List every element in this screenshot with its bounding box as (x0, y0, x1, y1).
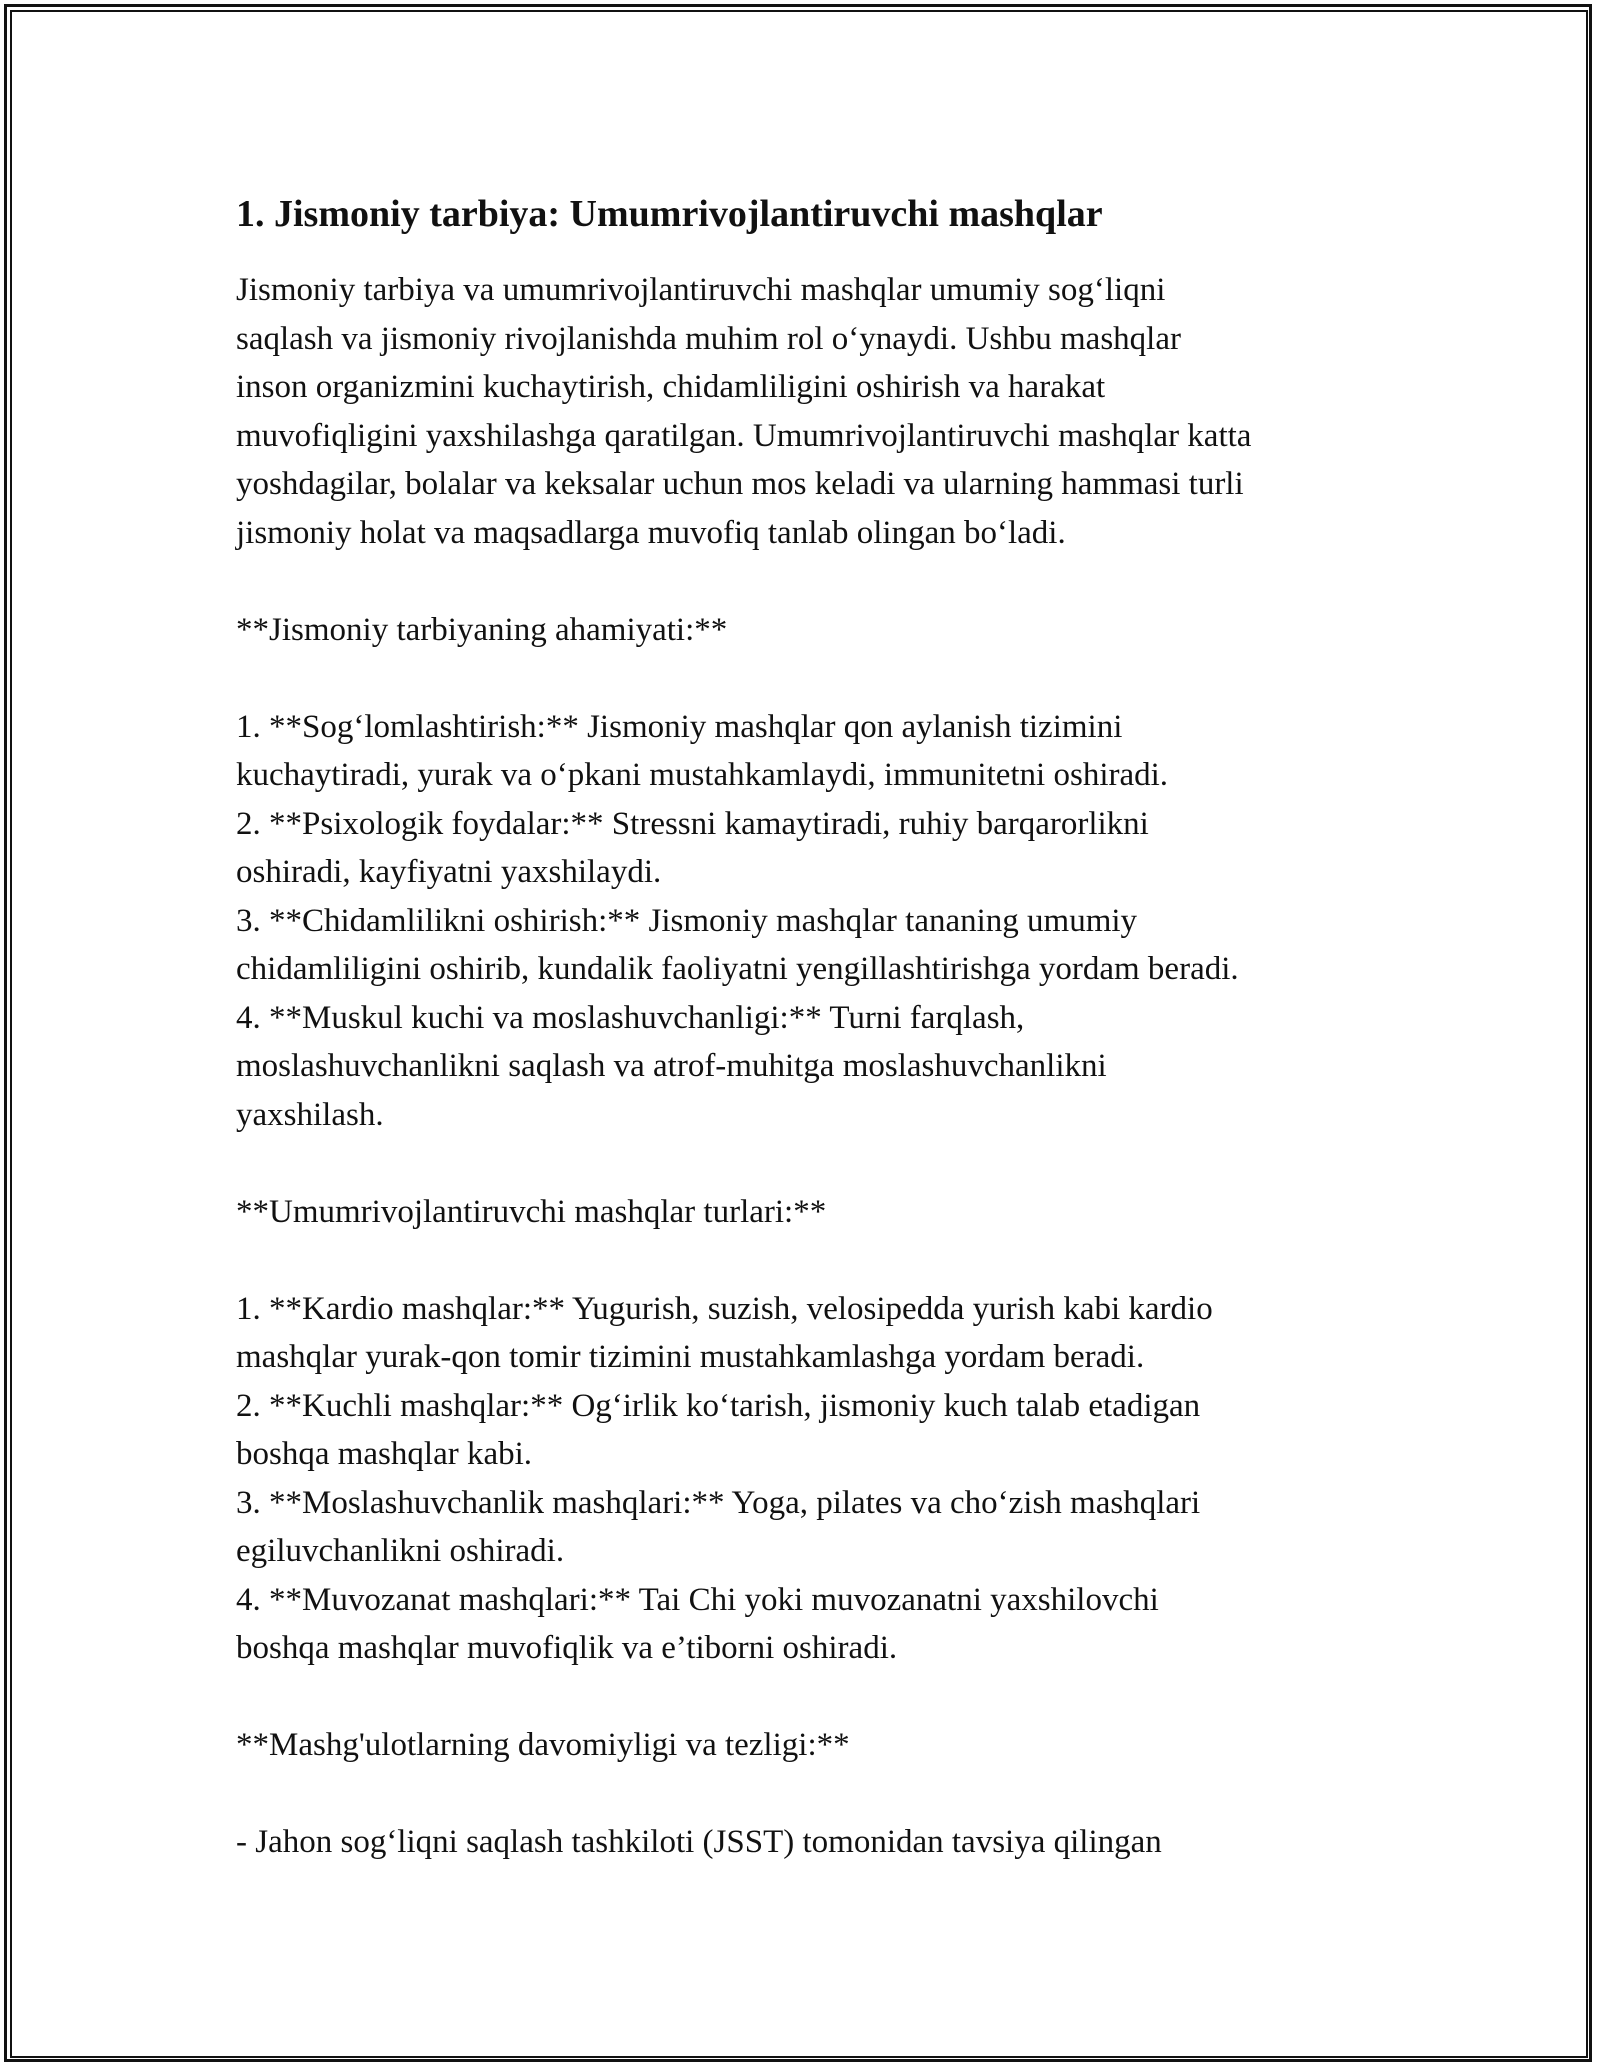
intro-line: inson organizmini kuchaytirish, chidamliligini oshirish va harakat (236, 369, 1106, 405)
document-title: 1. Jismoniy tarbiya: Umumrivojlantiruvchi mashqlar (236, 193, 1103, 235)
importance-list (236, 703, 1396, 1140)
intro-line: jismoniy holat va maqsadlarga muvofiq tanlab olingan bo‘ladi. (236, 514, 1066, 551)
intro-line: Jismoniy tarbiya va umumrivojlantiruvchi mashqlar umumiy sog‘liqni (236, 272, 1166, 308)
list-item-line: boshqa mashqlar muvofiqlik va e’tiborni oshiradi. (236, 1630, 898, 1666)
section-heading-exercise-types: **Umumrivojlantiruvchi mashqlar turlari:** (236, 1193, 827, 1230)
intro-paragraph (236, 266, 1396, 557)
list-item-line: chidamliligini oshirib, kundalik faoliyatni yengillashtirishga yordam beradi. (236, 951, 1239, 987)
list-item-line: 2. **Psixologik foydalar:** Stressni kamaytiradi, ruhiy barqarorlikni (236, 805, 1149, 842)
list-item-line: 3. **Moslashuvchanlik mashqlari:** Yoga, pilates va cho‘zish mashqlari (236, 1484, 1201, 1521)
section-heading-duration: **Mashg'ulotlarning davomiyligi va tezligi:** (236, 1727, 850, 1763)
intro-line: muvofiqligini yaxshilashga qaratilgan. Umumrivojlantiruvchi mashqlar katta (236, 417, 1252, 454)
list-item-line: kuchaytiradi, yurak va o‘pkani mustahkamlaydi, immunitetni oshiradi. (236, 757, 1169, 793)
list-item-line: 1. **Kardio mashqlar:** Yugurish, suzish, velosipedda yurish kabi kardio (236, 1290, 1213, 1327)
list-item-line: 3. **Chidamlilikni oshirish:** Jismoniy mashqlar tananing umumiy (236, 902, 1138, 939)
list-item-line: 4. **Muvozanat mashqlari:** Tai Chi yoki muvozanatni yaxshilovchi (236, 1581, 1159, 1618)
document-page (236, 190, 1396, 1867)
list-item-line: yaxshilash. (236, 1096, 384, 1133)
list-item-line: mashqlar yurak-qon tomir tizimini mustahkamlashga yordam beradi. (236, 1339, 1145, 1375)
list-item-line: oshiradi, kayfiyatni yaxshilaydi. (236, 854, 662, 890)
spacer (236, 1236, 1396, 1285)
list-item-line: 1. **Sog‘lomlashtirish:** Jismoniy mashqlar qon aylanish tizimini (236, 708, 1123, 745)
list-item-line: 2. **Kuchli mashqlar:** Og‘irlik ko‘tarish, jismoniy kuch talab etadigan (236, 1387, 1201, 1424)
spacer (236, 1770, 1396, 1819)
list-item-line: 4. **Muskul kuchi va moslashuvchanligi:** Turni farqlash, (236, 999, 1025, 1036)
spacer (236, 557, 1396, 606)
section-heading-importance: **Jismoniy tarbiyaning ahamiyati:** (236, 611, 728, 648)
list-item-line: boshqa mashqlar kabi. (236, 1436, 533, 1472)
spacer (236, 1673, 1396, 1722)
list-item-line: - Jahon sog‘liqni saqlash tashkiloti (JSST) tomonidan tavsiya qilingan (236, 1824, 1162, 1860)
intro-line: saqlash va jismoniy rivojlanishda muhim rol o‘ynaydi. Ushbu mashqlar (236, 320, 1181, 357)
exercise-types-list (236, 1285, 1396, 1673)
spacer (236, 654, 1396, 703)
duration-list (236, 1818, 1396, 1867)
list-item-line: egiluvchanlikni oshiradi. (236, 1533, 565, 1569)
list-item-line: moslashuvchanlikni saqlash va atrof-muhitga moslashuvchanlikni (236, 1048, 1107, 1084)
spacer (236, 1139, 1396, 1188)
intro-line: yoshdagilar, bolalar va keksalar uchun mos keladi va ularning hammasi turli (236, 466, 1244, 502)
